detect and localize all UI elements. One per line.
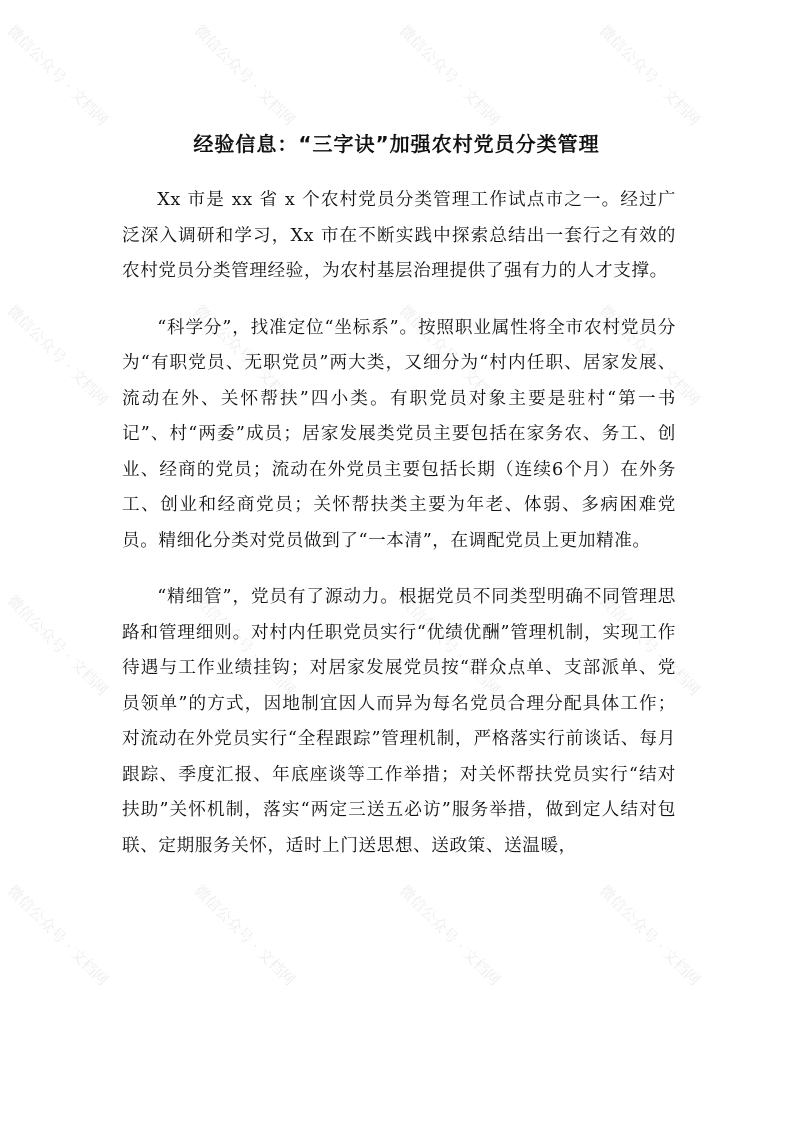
watermark: 微信公众号 · 文档网 [3,21,112,130]
watermark: 微信公众号 · 文档网 [190,301,299,410]
watermark: 微信公众号 · 文档网 [395,21,504,130]
watermark: 微信公众号 · 文档网 [595,591,704,700]
document-body [122,183,676,885]
watermark: 微信公众号 · 文档网 [3,301,112,410]
watermark: 微信公众号 · 文档网 [595,881,704,990]
watermark: 微信公众号 · 文档网 [3,881,112,990]
watermark: 微信公众号 · 文档网 [395,881,504,990]
paragraph-fine-management: “精细管”，党员有了源动力。根据党员不同类型明确不同管理思路和管理细则。对村内任职党员实行“优绩优酬”管理机制，实现工作待遇与工作业绩挂钩；对居家发展党员按“群众点单、支部派单、党员领单”的方式，因地制宜因人而异为每名党员合理分配具体工作；对流动在外党员实行“全程跟踪”管理机制，严格落实行前谈话、每月跟踪、季度汇报、年底座谈等工作举措；对关怀帮扶党员实行“结对扶助”关怀机制，落实“两定三送五必访”服务举措，做到定人结对包联、定期服务关怀，适时上门送思想、送政策、送温暖， [122,587,676,856]
watermark: 微信公众号 · 文档网 [190,881,299,990]
paragraph-intro: Xx 市是 xx 省 x 个农村党员分类管理工作试点市之一。经过广泛深入调研和学习，Xx 市在不断实践中探索总结出一套行之有效的农村党员分类管理经验，为农村基层治理提供了强有力的人才支撑。 [122,190,676,281]
document-title: 经验信息：“三字诀”加强农村党员分类管理 [193,132,600,156]
watermark: 微信公众号 · 文档网 [190,591,299,700]
watermark: 微信公众号 · 文档网 [395,301,504,410]
watermark: 微信公众号 · 文档网 [3,591,112,700]
watermark: 微信公众号 · 文档网 [190,21,299,130]
paragraph-scientific-classification: “科学分”，找准定位“坐标系”。按照职业属性将全市农村党员分为“有职党员、无职党员”两大类，又细分为“村内任职、居家发展、流动在外、关怀帮扶”四小类。有职党员对象主要是驻村“第一书记”、村“两委”成员；居家发展类党员主要包括在家务农、务工、创业、经商的党员；流动在外党员主要包括长期（连续6个月）在外务工、创业和经商党员；关怀帮扶类主要为年老、体弱、多病困难党员。精细化分类对党员做到了“一本清”，在调配党员上更加精准。 [122,317,676,551]
watermark: 微信公众号 · 文档网 [595,21,704,130]
watermark: 微信公众号 · 文档网 [395,591,504,700]
watermark: 微信公众号 · 文档网 [595,301,704,410]
